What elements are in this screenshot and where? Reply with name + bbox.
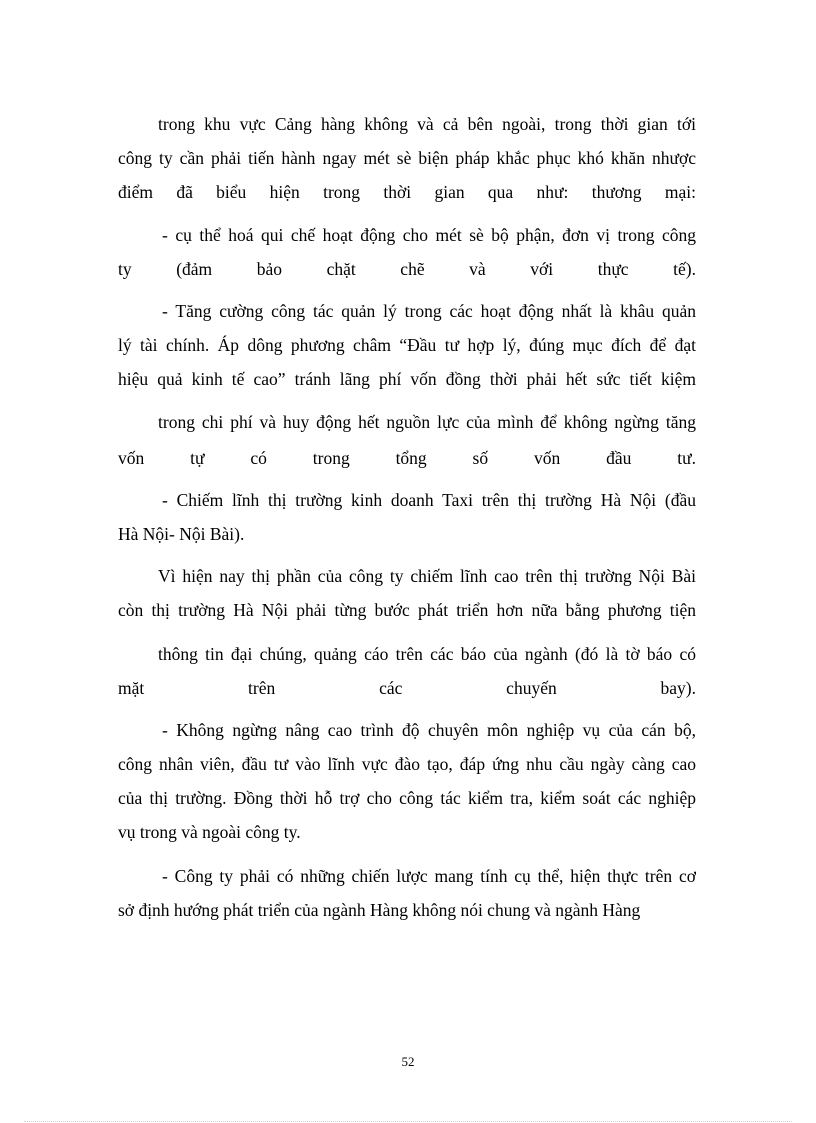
- text-line: trong chi phí và huy động hết nguồn lực của mình để không ngừng tăng: [158, 412, 696, 432]
- text-line: của thị trường. Đồng thời hỗ trợ cho công tác kiểm tra, kiểm soát các nghiệp: [118, 788, 696, 808]
- text-line: ty (đảm bảo chặt chẽ và với thực tế).: [118, 259, 696, 279]
- text-line: - Tăng cường công tác quản lý trong các hoạt động nhất là khâu quản: [162, 301, 696, 321]
- text-line: sở định hướng phát triển của ngành Hàng không nói chung và ngành Hàng: [118, 900, 641, 920]
- text-line: Vì hiện nay thị phần của công ty chiếm lĩnh cao trên thị trường Nội Bài: [158, 566, 696, 586]
- text-line: vụ trong và ngoài công ty.: [118, 822, 301, 842]
- text-line: công ty cần phải tiến hành ngay mét sè biện pháp khắc phục khó khăn nhược: [118, 148, 696, 168]
- text-line: trong khu vực Cảng hàng không và cả bên ngoài, trong thời gian tới: [158, 114, 696, 134]
- text-line: mặt trên các chuyến bay).: [118, 678, 696, 698]
- text-line: - Công ty phải có những chiến lược mang tính cụ thể, hiện thực trên cơ: [162, 866, 696, 886]
- text-line: điểm đã biểu hiện trong thời gian qua như: thương mại:: [118, 182, 696, 202]
- text-line: vốn tự có trong tổng số vốn đầu tư.: [118, 448, 696, 468]
- page-bottom-divider: [24, 1121, 792, 1122]
- text-line: Hà Nội- Nội Bài).: [118, 524, 245, 544]
- text-line: thông tin đại chúng, quảng cáo trên các báo của ngành (đó là tờ báo có: [158, 644, 696, 664]
- page-number: 52: [401, 1054, 415, 1069]
- text-line: còn thị trường Hà Nội phải từng bước phát triển hơn nữa bằng phương tiện: [118, 600, 696, 620]
- text-line: - Không ngừng nâng cao trình độ chuyên môn nghiệp vụ của cán bộ,: [162, 720, 696, 740]
- text-line: - cụ thể hoá qui chế hoạt động cho mét sè bộ phận, đơn vị trong công: [162, 225, 696, 245]
- text-line: công nhân viên, đầu tư vào lĩnh vực đào tạo, đáp ứng nhu cầu ngày càng cao: [118, 754, 696, 774]
- text-line: hiệu quả kinh tế cao” tránh lãng phí vốn đồng thời phải hết sức tiết kiệm: [118, 369, 696, 389]
- text-line: - Chiếm lĩnh thị trường kinh doanh Taxi trên thị trường Hà Nội (đầu: [162, 490, 696, 510]
- text-line: lý tài chính. Áp dông phương châm “Đầu tư hợp lý, đúng mục đích để đạt: [118, 335, 696, 355]
